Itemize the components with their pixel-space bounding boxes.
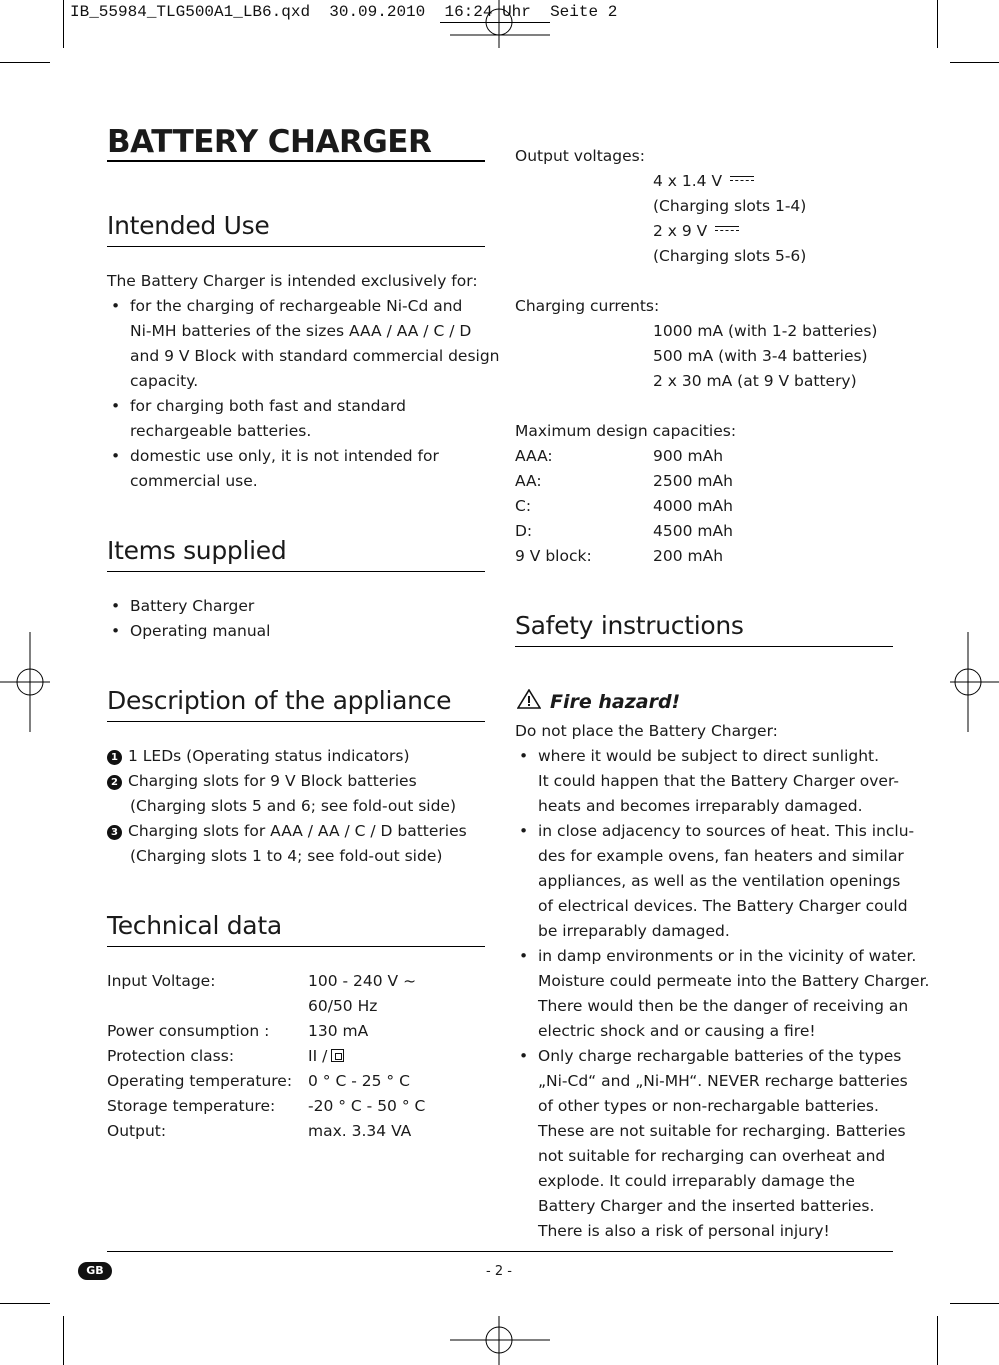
items-list: [107, 594, 270, 644]
list-item: • Battery Charger: [107, 594, 270, 619]
capacities-label: Maximum design capacities:: [515, 422, 737, 440]
intended-use-text: [107, 269, 500, 494]
text-line: It could happen that the Battery Charger over-: [538, 772, 899, 790]
language-badge: GB: [78, 1262, 112, 1280]
text-line: electric shock and or causing a fire!: [538, 1022, 816, 1040]
text-line: 100 - 240 V ~: [308, 972, 417, 990]
text-line: Moisture could permeate into the Battery Charger.: [538, 972, 930, 990]
text-line: -20 ° C - 50 ° C: [308, 1097, 426, 1115]
protection-class-ii-icon: [331, 1049, 344, 1062]
text-line: Operating temperature:: [107, 1072, 293, 1090]
text-line: Storage temperature:: [107, 1097, 276, 1115]
text-line: 60/50 Hz: [308, 997, 378, 1015]
section-rule: [107, 246, 485, 247]
text-line: 200 mAh: [653, 547, 724, 565]
text-line: 2500 mAh: [653, 472, 733, 490]
text-line: [107, 994, 308, 1019]
section-rule: [515, 646, 893, 647]
text-line: Battery Charger and the inserted batteries.: [538, 1197, 875, 1215]
text-line: of other types or non-rechargable batteries.: [538, 1097, 879, 1115]
text-line: These are not suitable for recharging. Batteries: [538, 1122, 906, 1140]
text-line: 130 mA: [308, 1022, 369, 1040]
text-line: • domestic use only, it is not intended for: [130, 447, 439, 465]
list-item: [515, 819, 929, 944]
footer-rule: [107, 1251, 893, 1252]
text-line: 2 x 30 mA (at 9 V battery): [653, 372, 857, 390]
text-line: • for charging both fast and standard: [130, 397, 406, 415]
text-line: appliances, as well as the ventilation openings: [538, 872, 901, 890]
text-line: C:: [515, 497, 532, 515]
direct-current-icon: [715, 226, 739, 234]
section-rule: [107, 571, 485, 572]
text-line: max. 3.34 VA: [308, 1122, 412, 1140]
heading-intended-use: Intended Use: [107, 211, 270, 240]
text-line: • for the charging of rechargeable Ni-Cd and: [130, 297, 463, 315]
text-line: heats and becomes irreparably damaged.: [538, 797, 863, 815]
text-line: explode. It could irreparably damage the: [538, 1172, 855, 1190]
output-voltages: [515, 144, 877, 569]
text-line: Input Voltage:: [107, 972, 216, 990]
description-list: [107, 744, 467, 869]
list-item: [515, 1044, 929, 1244]
list-item: [515, 744, 929, 819]
text-line: There is also a risk of personal injury!: [538, 1222, 830, 1240]
text-line: rechargeable batteries.: [130, 422, 312, 440]
text-line: not suitable for recharging can overheat and: [538, 1147, 886, 1165]
text-line: • where it would be subject to direct sunlight.: [538, 747, 880, 765]
text-line: Charging slots for 9 V Block batteries: [128, 772, 417, 790]
text-line: Charging slots for AAA / AA / C / D batteries: [128, 822, 467, 840]
text-line: „Ni-Cd“ and „Ni-MH“. NEVER recharge batteries: [538, 1072, 908, 1090]
text-line: Output voltages:: [515, 147, 645, 165]
text-line: 2 x 9 V: [653, 222, 708, 240]
list-item: [107, 819, 467, 844]
text-line: 1 LEDs (Operating status indicators): [128, 747, 410, 765]
text-line: be irreparably damaged.: [538, 922, 730, 940]
text-line: capacity.: [130, 372, 199, 390]
text-line: II /: [308, 1047, 328, 1065]
warning-triangle-icon: [517, 689, 541, 713]
text-line: • in damp environments or in the vicinity of water.: [538, 947, 917, 965]
number-badge-icon: 2: [107, 775, 122, 790]
intro: The Battery Charger is intended exclusively for:: [107, 272, 478, 290]
text-line: 0 ° C - 25 ° C: [308, 1072, 410, 1090]
heading-safety: Safety instructions: [515, 611, 744, 640]
list-item: [107, 294, 500, 394]
text-line: Output:: [107, 1122, 167, 1140]
technical-table: [107, 969, 425, 1144]
list-item: • Operating manual: [107, 619, 270, 644]
text-line: and 9 V Block with standard commercial design: [130, 347, 500, 365]
text-line: (Charging slots 5 and 6; see fold-out side): [130, 797, 457, 815]
text-line: (Charging slots 5-6): [653, 247, 807, 265]
text-line: 4 x 1.4 V: [653, 172, 723, 190]
text-line: 900 mAh: [653, 447, 724, 465]
direct-current-icon: [730, 176, 754, 184]
text-line: 9 V block:: [515, 547, 592, 565]
text-line: (Charging slots 1-4): [653, 197, 807, 215]
charging-currents-label: Charging currents:: [515, 297, 660, 315]
text-line: 4500 mAh: [653, 522, 733, 540]
text-line: 500 mA (with 3-4 batteries): [653, 347, 868, 365]
title-rule: [107, 160, 485, 162]
text-line: AA:: [515, 472, 542, 490]
heading-description: Description of the appliance: [107, 686, 452, 715]
section-rule: [107, 946, 485, 947]
text-line: commercial use.: [130, 472, 258, 490]
text-line: • in close adjacency to sources of heat. This inclu-: [538, 822, 915, 840]
text-line: Power consumption :: [107, 1022, 270, 1040]
print-slug: IB_55984_TLG500A1_LB6.qxd 30.09.2010 16:24 Uhr Seite 2: [70, 3, 618, 21]
number-badge-icon: 1: [107, 750, 122, 765]
safety-text: [515, 719, 929, 1244]
text-line: AAA:: [515, 447, 553, 465]
text-line: • Only charge rechargable batteries of the types: [538, 1047, 902, 1065]
list-item: [107, 444, 500, 494]
text-line: Protection class:: [107, 1047, 235, 1065]
text-line: Ni-MH batteries of the sizes AAA / AA / C / D: [130, 322, 472, 340]
text-line: Do not place the Battery Charger:: [515, 722, 778, 740]
text-line: (Charging slots 1 to 4; see fold-out side): [130, 847, 443, 865]
text-line: D:: [515, 522, 533, 540]
heading-technical-data: Technical data: [107, 911, 282, 940]
text-line: des for example ovens, fan heaters and similar: [538, 847, 904, 865]
list-item: [107, 744, 467, 769]
page-number: - 2 -: [486, 1264, 512, 1279]
text-line: of electrical devices. The Battery Charger could: [538, 897, 908, 915]
list-item: [107, 394, 500, 444]
section-rule: [107, 721, 485, 722]
heading-items-supplied: Items supplied: [107, 536, 287, 565]
number-badge-icon: 3: [107, 825, 122, 840]
list-item: [515, 944, 929, 1044]
list-item: [107, 769, 467, 794]
text-line: There would then be the danger of receiving an: [538, 997, 909, 1015]
fire-hazard-heading: Fire hazard!: [550, 691, 681, 713]
page-title: BATTERY CHARGER: [107, 124, 432, 160]
text-line: 1000 mA (with 1-2 batteries): [653, 322, 878, 340]
text-line: 4000 mAh: [653, 497, 733, 515]
